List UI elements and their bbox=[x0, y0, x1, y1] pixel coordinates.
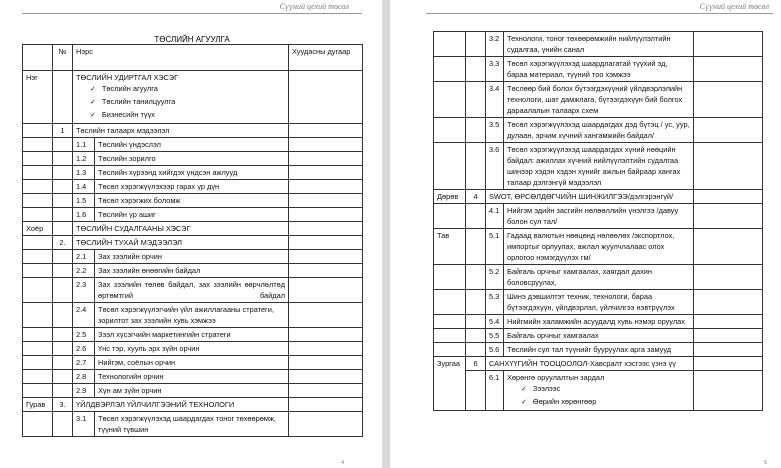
table-row: Тав 5.1 Гадаад валютын нөөцөнд нөлөөлөх /экспортлох, импортыг орлуулах, ажлал жуулчлалаас олох орлогоо нэмэгдүүлэх гм/ bbox=[434, 229, 763, 265]
section-title: ТӨСЛИЙН УДИРТГАЛ ХЭСЭГ bbox=[76, 73, 179, 82]
table-row: 2.7 Нийгэм, соёлын орчин bbox=[23, 356, 363, 370]
table-row: 3.5 Төсөл хэрэгжүүлэхэд шаардагдах дэд бүтэц / ус, уур, дулаан, эрчим хүчний хангамжийн байдал/ bbox=[434, 118, 763, 143]
page-left bbox=[0, 0, 382, 468]
table-row: 5.2 Байгаль орчныг хамгаалах, хаягдал дахин боловсруулах, bbox=[434, 265, 763, 290]
table-row: 4.1 Нийгэм эдийн засгийн нөлөөллийн үнэлгээ /давуу болон сул тал/ bbox=[434, 204, 763, 229]
col-no-header: № bbox=[53, 45, 73, 71]
table-row: 1.1 Төслийн үндэслэл bbox=[23, 138, 363, 152]
table-row: 2.9 Хүн ам зүйн орчин bbox=[23, 384, 363, 398]
page-number: 4 bbox=[341, 460, 344, 466]
contents-table-right bbox=[433, 31, 763, 411]
table-row: 1.2 Төслийн зорилго bbox=[23, 152, 363, 166]
running-header: Сүүний цехий төсөл bbox=[699, 2, 769, 11]
table-row: 5.4 Нийгмийн халамжийн асуудалд хувь нэмэр оруулах bbox=[434, 315, 763, 329]
section-label: Зургаа bbox=[434, 357, 466, 411]
table-header-row bbox=[23, 45, 363, 71]
section-label: Гурав bbox=[23, 398, 53, 412]
header-rule bbox=[426, 13, 773, 14]
table-row: 3.1 Төсөл хэрэгжүүлэхэд шаардагдах тоног төхөөрөмж, түүний түвшин bbox=[23, 412, 363, 437]
section-label: Тав bbox=[434, 229, 466, 265]
table-row: Зургаа 6 САНХҮҮГИЙН ТООЦООЛОЛ-Хавсралт хэсгээс үзнэ үү bbox=[434, 357, 763, 371]
table-row: 2.8 Технологийн орчин bbox=[23, 370, 363, 384]
page-title: ТӨСЛИЙН АГУУЛГА bbox=[154, 35, 230, 44]
table-row: 6.1 Хөрөнгө оруулалтын зардал ✓ Зээлээс ✓ Өөрийн хөрөнгөөр bbox=[434, 371, 763, 411]
list-item: ✓ Төслийн агуулга bbox=[90, 84, 158, 93]
section-title: ҮЙЛДВЭРЛЭЛ ҮЙЛЧИЛГЭЭНИЙ ТЕХНОЛОГИ bbox=[73, 398, 289, 412]
table-row: 2.1 Зах зээлийн орчин bbox=[23, 250, 363, 264]
check-icon: ✓ bbox=[521, 399, 527, 406]
col-name-header: Нэрс bbox=[73, 45, 289, 71]
section-title: ТӨСЛИЙН СУДАЛГААНЫ ХЭСЭГ bbox=[73, 222, 289, 236]
contents-table-left bbox=[22, 44, 363, 437]
table-row: 5.6 Төслийн сул тал түүнийг бууруулах арга замууд bbox=[434, 343, 763, 357]
table-row: 5.5 Байгаль орчныг хамгаалах bbox=[434, 329, 763, 343]
table-row: 1.5 Төсөл хэрэгжих боломж bbox=[23, 194, 363, 208]
table-row: 1.6 Төслийн үр ашиг bbox=[23, 208, 363, 222]
table-row bbox=[23, 71, 363, 124]
section-label: Нэг bbox=[23, 71, 53, 124]
table-row: 2.5 Зээл хүсэгчийн маркетингийн стратеги bbox=[23, 328, 363, 342]
section-label: Дөрөв bbox=[434, 190, 466, 204]
table-row: 1.4 Төсөл хэрэгжүүлэхээр гарах үр дүн bbox=[23, 180, 363, 194]
table-row: Дөрөв 4 SWOT, ӨРСӨЛДӨГЧИЙН ШИНЖИЛГЭЭ/дэлгэрэнгүй/ bbox=[434, 190, 763, 204]
table-row bbox=[23, 222, 363, 236]
section-title: САНХҮҮГИЙН ТООЦООЛОЛ-Хавсралт хэсгээс үзнэ үү bbox=[486, 357, 694, 371]
table-row: Гурав 3. ҮЙЛДВЭРЛЭЛ ҮЙЛЧИЛГЭЭНИЙ ТЕХНОЛОГИ bbox=[23, 398, 363, 412]
list-item: ✓ Бизнесийн түүх bbox=[90, 110, 155, 119]
table-row: 2.3 Зах зээлийн төлөв байдал, зах зээлийн өөрчлөлтөд өртөмтгий байдал bbox=[23, 278, 363, 303]
header-rule bbox=[22, 13, 362, 14]
page-number: 5 bbox=[764, 460, 767, 466]
table-row: 3.6 Төсөл хэрэгжүүлэхэд шаардагдах хүний нөөцийн байдал: ажиллах хүчний нийлүүлэлтийн судалгаа шинээр хэдэн хэдэн хүнийг ажлын байраар хангах талаар дэлгэнгүй мэдээлэл bbox=[434, 143, 763, 190]
list-item: ✓ Өөрийн хөрөнгөөр bbox=[521, 397, 597, 406]
table-row: 2.2 Зах зээлийн өнөөгийн байдал bbox=[23, 264, 363, 278]
list-item: ✓ Зээлээс bbox=[521, 384, 561, 393]
table-row: 3.2 Технологи, тоног төхөөрөмжийн нийлүүлэлтийн судалгаа, үнийн санал bbox=[434, 32, 763, 57]
table-row: 2. ТӨСЛИЙН ТУХАЙ МЭДЭЭЛЭЛ bbox=[23, 236, 363, 250]
table-row: 1.3 Төслийн хүрээнд хийгдэх үндсэн ажлууд bbox=[23, 166, 363, 180]
check-icon: ✓ bbox=[90, 112, 96, 119]
page-right bbox=[390, 0, 781, 468]
col-page-header: Хуудасны дугаар bbox=[289, 45, 363, 71]
check-icon: ✓ bbox=[90, 86, 96, 93]
table-row: 1 Төслийн талаарх мэдээлэл bbox=[23, 124, 363, 138]
section-label: Хоёр bbox=[23, 222, 53, 236]
table-row: 2.6 Үнс тэр, хууль эрх зүйн орчин bbox=[23, 342, 363, 356]
table-row: 5.3 Шинэ дэвшилтэт техник, технологи, бараа бүтээгдэхүүн, үйлдвэрлэл, үйлчилгээ нэвтрүүлэх bbox=[434, 290, 763, 315]
section-title: SWOT, ӨРСӨЛДӨГЧИЙН ШИНЖИЛГЭЭ/дэлгэрэнгүй/ bbox=[486, 190, 694, 204]
table-row: 3.4 Төслөөр бий болох бүтээгдэхүүний үйлдвэрлэлийн технологи, шат дамжлага, бүтээгдэхүүн бий болгох дараалалын талаарх схем bbox=[434, 82, 763, 118]
check-icon: ✓ bbox=[521, 386, 527, 393]
check-icon: ✓ bbox=[90, 99, 96, 106]
running-header: Сүүний цехий төсөл bbox=[279, 2, 349, 11]
list-item: ✓ Төслийн танилцуулга bbox=[90, 97, 176, 106]
table-row: 2.4 Төсөл хэрэгжүүлэгчийн үйл ажиллагааны стратеги, зорилтот зах зээлийн хувь хэмжээ bbox=[23, 303, 363, 328]
table-row: 3.3 Төсөл хэрэгжүүлэхэд шаардлагатай түүхий эд, бараа материал, түүний тоо хэмжээ bbox=[434, 57, 763, 82]
